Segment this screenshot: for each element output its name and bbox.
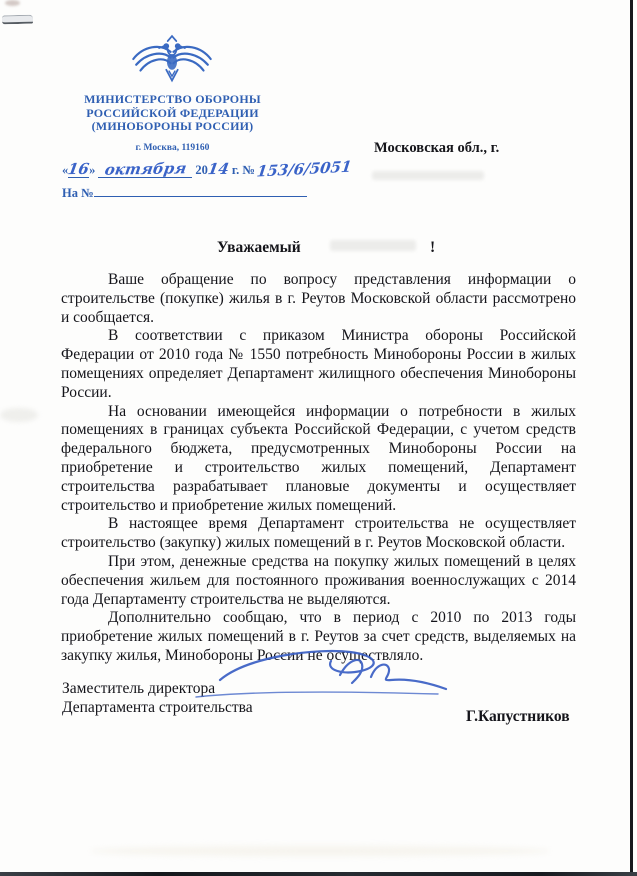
scan-smudge-top <box>5 0 20 6</box>
date-number-line <box>62 157 353 181</box>
scan-smudge-bottom <box>90 846 550 856</box>
salutation-greeting: Уважаемый <box>217 239 301 256</box>
salutation-exclamation: ! <box>430 239 436 256</box>
paragraph-2: В соответствии с приказом Министра обороны Российской Федерации от 2010 года № 1550 потребность Минобороны России в жилых помещениях определяет Департамент жилищного обеспечения Минобороны России. <box>61 327 576 401</box>
paragraph-5: При этом, денежные средства на покупку жилых помещений в целях обеспечения жильем для постоянного проживания военнослужащих с 2014 года Департаменту строительства не выделяются. <box>61 552 576 608</box>
redacted-city-name <box>372 171 484 180</box>
paragraph-4: В настоящее время Департамент строительства не осуществляет строительство (закупку) жилых помещений в г. Реутов Московской области. <box>61 515 576 552</box>
signer-title-line-2: Департамента строительства <box>62 699 253 716</box>
paragraph-1: Ваше обращение по вопросу представления информации о строительстве (покупке) жилья в г. Реутов Московской области рассмотрено и сообщается. <box>61 271 576 326</box>
org-line-3: (МИНОБОРОНЫ РОССИИ) <box>91 119 254 133</box>
handwritten-year: 14 <box>206 159 231 179</box>
mod-eagle-emblem-icon <box>129 33 215 85</box>
reference-line <box>62 186 307 201</box>
letterhead-org-name <box>60 93 285 134</box>
handwritten-month: октября <box>98 162 192 178</box>
handwritten-day: 16 <box>66 159 91 179</box>
org-line-2: РОССИЙСКОЙ ФЕДЕРАЦИИ <box>86 105 259 120</box>
reference-label: На № <box>62 186 94 200</box>
scan-edge-bottom <box>0 872 637 876</box>
reference-underline <box>94 195 307 197</box>
handwritten-outgoing-number: 153/6/5051 <box>255 157 353 181</box>
open-quote: « <box>62 163 69 177</box>
paragraph-6: Дополнительно сообщаю, что в период с 2010 по 2013 годы приобретение жилых помещений в г. Реутов за счет средств, выделяемых на закупку жилья, Минобороны России не осуществляло. <box>61 609 576 664</box>
after-year-label: г. № <box>231 163 255 177</box>
signer-title-line-1: Заместитель директора <box>62 680 216 697</box>
close-quote: » <box>89 163 96 177</box>
addressee-location: Московская обл., г. <box>374 140 500 156</box>
letterhead-city-line: г. Москва, 119160 <box>135 143 210 153</box>
paragraph-3: На основании имеющейся информации о потребности в жилых помещениях в границах субъекта Российской Федерации, с учетом средств федерального бюджета, предусмотренных Минобороны России на приобретение и строительство жилых помещений, Департамент строительства разрабатывает плановые документы и осуществляет строительство и приобретение жилых помещений. <box>61 402 576 514</box>
letter-body <box>61 271 576 666</box>
scan-edge-right <box>630 0 633 876</box>
scan-smudge-left <box>0 408 38 422</box>
signer-name: Г.Капустников <box>466 708 570 725</box>
staple-mark <box>2 15 33 25</box>
year-prefix: 20 <box>195 163 208 177</box>
handwritten-signature <box>190 644 460 710</box>
org-line-1: МИНИСТЕРСТВО ОБОРОНЫ <box>84 92 261 106</box>
salutation-line <box>0 239 637 259</box>
